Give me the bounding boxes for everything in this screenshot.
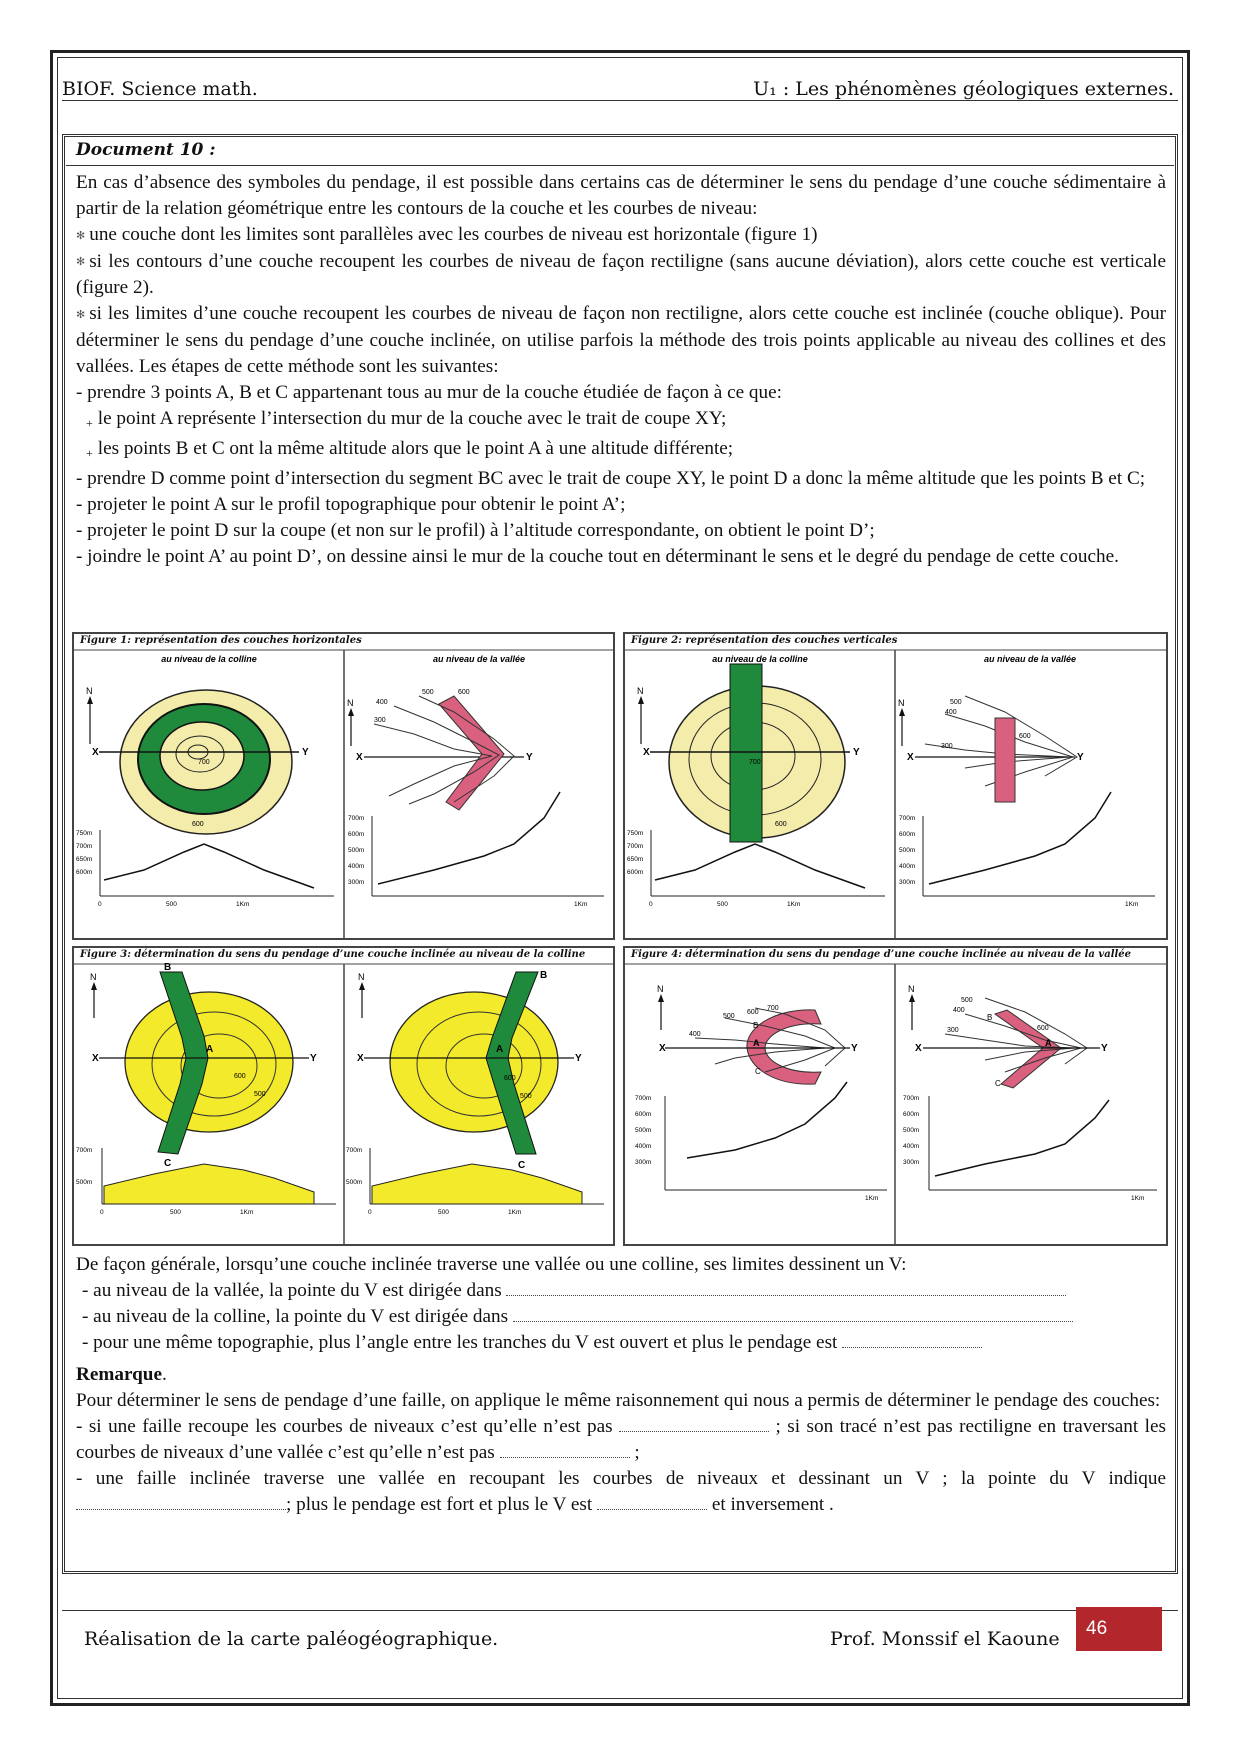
plus-icon: +	[86, 445, 93, 460]
footer-chapter: Réalisation de la carte paléogéographique.	[84, 1628, 499, 1650]
fig2-pink-layer	[995, 718, 1015, 802]
bullet-star-icon: ✻	[76, 256, 86, 269]
f2vdist-1km: 1Km	[1125, 901, 1139, 908]
figure-3-caption: Figure 3: détermination du sens du pendage d’une couche inclinée au niveau de la colline	[80, 949, 586, 960]
f3r-c: C	[518, 1160, 526, 1171]
alt-700: 700m	[76, 843, 93, 850]
fig4-profile-left	[687, 1082, 847, 1158]
header-unit: U₁ : Les phénomènes géologiques externes.	[753, 78, 1174, 100]
f3-alt700: 700m	[76, 1147, 93, 1154]
bullet-inclined: ✻ si les limites d’une couche recoupent les courbes de niveau de façon non rectiligne, alors cette couche est inclinée (couche oblique). Pour déterminer le sens du pendage d’une couche inclinée, on utilise parfois la méthode des trois points applicable au niveau des collines et des vallées. Les étapes de cette méthode sont les suivantes:	[76, 303, 1166, 377]
f4r-d1k: 1Km	[1131, 1195, 1145, 1202]
bullet-star-icon: ✻	[76, 229, 86, 242]
f4r-x: X	[915, 1043, 922, 1054]
blank-field[interactable]	[842, 1333, 982, 1348]
figure-2-drawing	[625, 634, 1166, 938]
header-divider	[62, 100, 1178, 101]
blank-field[interactable]	[597, 1495, 707, 1510]
f4r-alt300: 300m	[903, 1159, 920, 1166]
f4-y: Y	[851, 1043, 858, 1054]
north-arrow-icon	[899, 708, 905, 716]
fig1-c600: 600	[192, 821, 204, 828]
f4-c400: 400	[689, 1031, 701, 1038]
north-arrow-icon	[638, 696, 644, 704]
step-5: - joindre le point A’ au point D’, on dessine ainsi le mur de la couche tout en déterminant le sens et le degré du pendage de cette couche.	[76, 545, 1119, 567]
conclusion-line-angle: - pour une même topographie, plus l’angle entre les tranches du V est ouvert et plus le pendage est	[76, 1330, 1166, 1356]
f4r-c300: 300	[947, 1027, 959, 1034]
fig2-c600: 600	[775, 821, 787, 828]
dist-1km: 1Km	[236, 901, 250, 908]
f3r-d1k: 1Km	[508, 1209, 522, 1216]
f4-n: N	[657, 984, 664, 994]
document-text	[76, 170, 1166, 570]
f3r-d500: 500	[438, 1209, 449, 1216]
f2valt-600: 600m	[899, 831, 916, 838]
north-arrow-icon	[87, 696, 93, 704]
step-1: - prendre 3 points A, B et C appartenant tous au mur de la couche étudiée de façon à ce que:	[76, 381, 782, 403]
f4r-a: A	[1045, 1038, 1052, 1048]
fig2-profile-line	[655, 844, 865, 888]
fig2-green-layer	[730, 664, 762, 842]
f4r-c400: 400	[953, 1007, 965, 1014]
fig1-c700: 700	[198, 759, 210, 766]
fig1-y-label: Y	[302, 747, 309, 758]
step-2: - prendre D comme point d’intersection du segment BC avec le trait de coupe XY, le point D a donc la même altitude que les points B et C;	[76, 467, 1146, 489]
f3-d500: 500	[170, 1209, 181, 1216]
f3-c: C	[164, 1158, 172, 1169]
f3-d1k: 1Km	[240, 1209, 254, 1216]
blank-field[interactable]	[619, 1417, 769, 1432]
f2alt-700: 700m	[627, 843, 644, 850]
f4-c: C	[755, 1067, 761, 1076]
fig2-subtitle-colline: au niveau de la colline	[712, 654, 808, 664]
valt-600: 600m	[348, 831, 365, 838]
f3-y: Y	[310, 1053, 317, 1064]
f4r-b: B	[987, 1013, 993, 1022]
vdist-1km: 1Km	[574, 901, 588, 908]
f4-c500: 500	[723, 1013, 735, 1020]
dist-500: 500	[166, 901, 177, 908]
f4-a: A	[753, 1038, 760, 1048]
f2dist-1km: 1Km	[787, 901, 801, 908]
north-arrow-icon	[348, 708, 354, 716]
f3r-d0: 0	[368, 1209, 372, 1216]
f3r-x: X	[357, 1053, 364, 1064]
f3r-a: A	[496, 1044, 504, 1055]
f3-x: X	[92, 1053, 99, 1064]
fig1-n-label: N	[86, 686, 93, 696]
north-arrow-icon	[658, 994, 664, 1002]
bullet-vertical: ✻ si les contours d’une couche recoupent les courbes de niveau de façon rectiligne (sans aucune déviation), alors cette couche est verticale (figure 2).	[76, 250, 1166, 299]
alt-750: 750m	[76, 830, 93, 837]
blank-field[interactable]	[76, 1495, 286, 1510]
valt-400: 400m	[348, 863, 365, 870]
figure-3	[72, 946, 615, 1246]
fig1-subtitle-vallee: au niveau de la vallée	[432, 654, 526, 664]
figure-1	[72, 632, 615, 940]
fig1v-c500: 500	[422, 689, 434, 696]
fig2-c700: 700	[749, 759, 761, 766]
fig3-hill-left	[125, 992, 293, 1132]
f3-a: A	[206, 1044, 214, 1055]
f3-b: B	[164, 962, 172, 973]
f3-c600: 600	[234, 1073, 246, 1080]
f3-d0: 0	[100, 1209, 104, 1216]
fig1v-y-label: Y	[526, 752, 533, 763]
figure-1-drawing	[74, 634, 613, 938]
fig2-n-label: N	[637, 686, 644, 696]
fig2-subtitle-vallee: au niveau de la vallée	[983, 654, 1077, 664]
f4-alt400: 400m	[635, 1143, 652, 1150]
f4-alt600: 600m	[635, 1111, 652, 1118]
figure-4	[623, 946, 1168, 1246]
north-arrow-icon	[91, 982, 97, 990]
fig1v-c300: 300	[374, 717, 386, 724]
conclusion-block	[76, 1252, 1166, 1518]
f3r-c500: 500	[520, 1093, 532, 1100]
step-1b: + les points B et C ont la même altitude alors que le point A à une altitude différente;	[86, 437, 734, 460]
north-arrow-icon	[909, 994, 915, 1002]
f4r-n: N	[908, 984, 915, 994]
fig1-vallee-profile	[378, 792, 560, 884]
fig2-x-label: X	[643, 747, 650, 758]
f2valt-500: 500m	[899, 847, 916, 854]
fig2v-c600: 600	[1019, 733, 1031, 740]
footer-author: Prof. Monssif el Kaoune	[830, 1628, 1060, 1650]
f3-c500: 500	[254, 1091, 266, 1098]
fig2v-c500: 500	[950, 699, 962, 706]
alt-650: 650m	[76, 856, 93, 863]
intro-paragraph: En cas d’absence des symboles du pendage, il est possible dans certains cas de déterminer le sens du pendage d’une couche sédimentaire à partir de la relation géométrique entre les contours de la couche et les courbes de niveau:	[76, 172, 1166, 219]
f4r-alt600: 600m	[903, 1111, 920, 1118]
f3r-alt500: 500m	[346, 1179, 363, 1186]
fig1v-c400: 400	[376, 699, 388, 706]
fig1-inner-yellow	[160, 722, 244, 790]
f3-n: N	[90, 972, 97, 982]
fig2v-c300: 300	[941, 743, 953, 750]
figure-2-caption: Figure 2: représentation des couches verticales	[631, 635, 898, 646]
f4r-c500: 500	[961, 997, 973, 1004]
figure-2	[623, 632, 1168, 940]
figures-block	[72, 632, 1168, 1246]
header-course: BIOF. Science math.	[62, 78, 258, 100]
f2valt-400: 400m	[899, 863, 916, 870]
f2dist-500: 500	[717, 901, 728, 908]
f4-alt300: 300m	[635, 1159, 652, 1166]
step-1a: + le point A représente l’intersection du mur de la couche avec le trait de coupe XY;	[86, 407, 727, 430]
f3r-c600: 600	[504, 1075, 516, 1082]
f4-alt700: 700m	[635, 1095, 652, 1102]
fig1-subtitle-colline: au niveau de la colline	[161, 654, 257, 664]
f4-c700: 700	[767, 1005, 779, 1012]
valt-700: 700m	[348, 815, 365, 822]
f3r-n: N	[358, 972, 365, 982]
fig3-hill-right	[390, 992, 558, 1132]
f4r-y: Y	[1101, 1043, 1108, 1054]
fig1-x-label: X	[92, 747, 99, 758]
figure-1-caption: Figure 1: représentation des couches horizontales	[80, 635, 362, 646]
fig3-profile-right	[372, 1164, 582, 1204]
footer-divider	[62, 1610, 1178, 1611]
fig1v-n-label: N	[347, 698, 354, 708]
fig2-vallee-profile	[929, 792, 1111, 884]
conclusion-line-colline: - au niveau de la colline, la pointe du V est dirigée dans	[76, 1304, 1166, 1330]
conclusion-line-vallee: - au niveau de la vallée, la pointe du V est dirigée dans	[76, 1278, 1166, 1304]
remarque-title: Remarque.	[76, 1364, 167, 1385]
fig3-profile-left	[104, 1164, 314, 1204]
bullet-star-icon: ✻	[76, 308, 86, 321]
f4r-c600: 600	[1037, 1025, 1049, 1032]
fig2v-c400: 400	[945, 709, 957, 716]
f2valt-700: 700m	[899, 815, 916, 822]
figure-3-drawing	[74, 948, 613, 1244]
step-3: - projeter le point A sur le profil topographique pour obtenir le point A’;	[76, 493, 626, 515]
valt-300: 300m	[348, 879, 365, 886]
page-number: 46	[1076, 1607, 1162, 1651]
remarque-line-1: - si une faille recoupe les courbes de niveaux c’est qu’elle n’est pas ; si son tracé n’est pas rectiligne en traversant les courbes de niveaux d’une vallée c’est qu’elle n’est pas ;	[76, 1416, 1166, 1463]
f2alt-600: 600m	[627, 869, 644, 876]
f4r-alt700: 700m	[903, 1095, 920, 1102]
f3r-alt700: 700m	[346, 1147, 363, 1154]
fig2v-x-label: X	[907, 752, 914, 763]
fig2v-n-label: N	[898, 698, 905, 708]
figure-4-caption: Figure 4: détermination du sens du pendage d’une couche inclinée au niveau de la vallée	[631, 949, 1132, 960]
valt-500: 500m	[348, 847, 365, 854]
f4-b: B	[753, 1021, 759, 1030]
f3r-y: Y	[575, 1053, 582, 1064]
f4-c600: 600	[747, 1009, 759, 1016]
conclusion-intro: De façon générale, lorsqu’une couche inclinée traverse une vallée ou une colline, ses limites dessinent un V:	[76, 1254, 907, 1275]
fig1v-x-label: X	[356, 752, 363, 763]
f4-x: X	[659, 1043, 666, 1054]
remarque-line-2: - une faille inclinée traverse une vallée en recoupant les courbes de niveaux et dessinant un V ; la pointe du V indique ; plus le pendage est fort et plus le V est et inversement .	[76, 1468, 1166, 1515]
f2dist-0: 0	[649, 901, 653, 908]
f4r-alt500: 500m	[903, 1127, 920, 1134]
alt-600: 600m	[76, 869, 93, 876]
blank-field[interactable]	[500, 1443, 630, 1458]
document-title: Document 10 :	[66, 138, 1174, 166]
fig1v-c600: 600	[458, 689, 470, 696]
f3r-b: B	[540, 970, 548, 981]
remarque-intro: Pour déterminer le sens de pendage d’une faille, on applique le même raisonnement qui nous a permis de déterminer le pendage des couches:	[76, 1390, 1161, 1411]
dist-0: 0	[98, 901, 102, 908]
bullet-horizontal: ✻ une couche dont les limites sont parallèles avec les courbes de niveau est horizontale (figure 1)	[76, 224, 818, 245]
f2valt-300: 300m	[899, 879, 916, 886]
fig2v-y-label: Y	[1077, 752, 1084, 763]
fig2-y-label: Y	[853, 747, 860, 758]
north-arrow-icon	[359, 982, 365, 990]
fig1-profile-line	[104, 844, 314, 888]
f3-alt500: 500m	[76, 1179, 93, 1186]
plus-icon: +	[86, 415, 93, 430]
f4r-alt400: 400m	[903, 1143, 920, 1150]
blank-field[interactable]	[513, 1307, 1073, 1322]
f4-alt500: 500m	[635, 1127, 652, 1134]
figure-4-drawing	[625, 948, 1166, 1244]
f2alt-650: 650m	[627, 856, 644, 863]
fig4-pink-layer-right	[995, 1010, 1061, 1088]
blank-field[interactable]	[506, 1281, 1066, 1296]
step-4: - projeter le point D sur la coupe (et non sur le profil) à l’altitude correspondante, on obtient le point D’;	[76, 519, 875, 541]
f4-d1k: 1Km	[865, 1195, 879, 1202]
f2alt-750: 750m	[627, 830, 644, 837]
fig4-profile-right	[935, 1100, 1109, 1176]
f4r-c: C	[995, 1079, 1001, 1088]
